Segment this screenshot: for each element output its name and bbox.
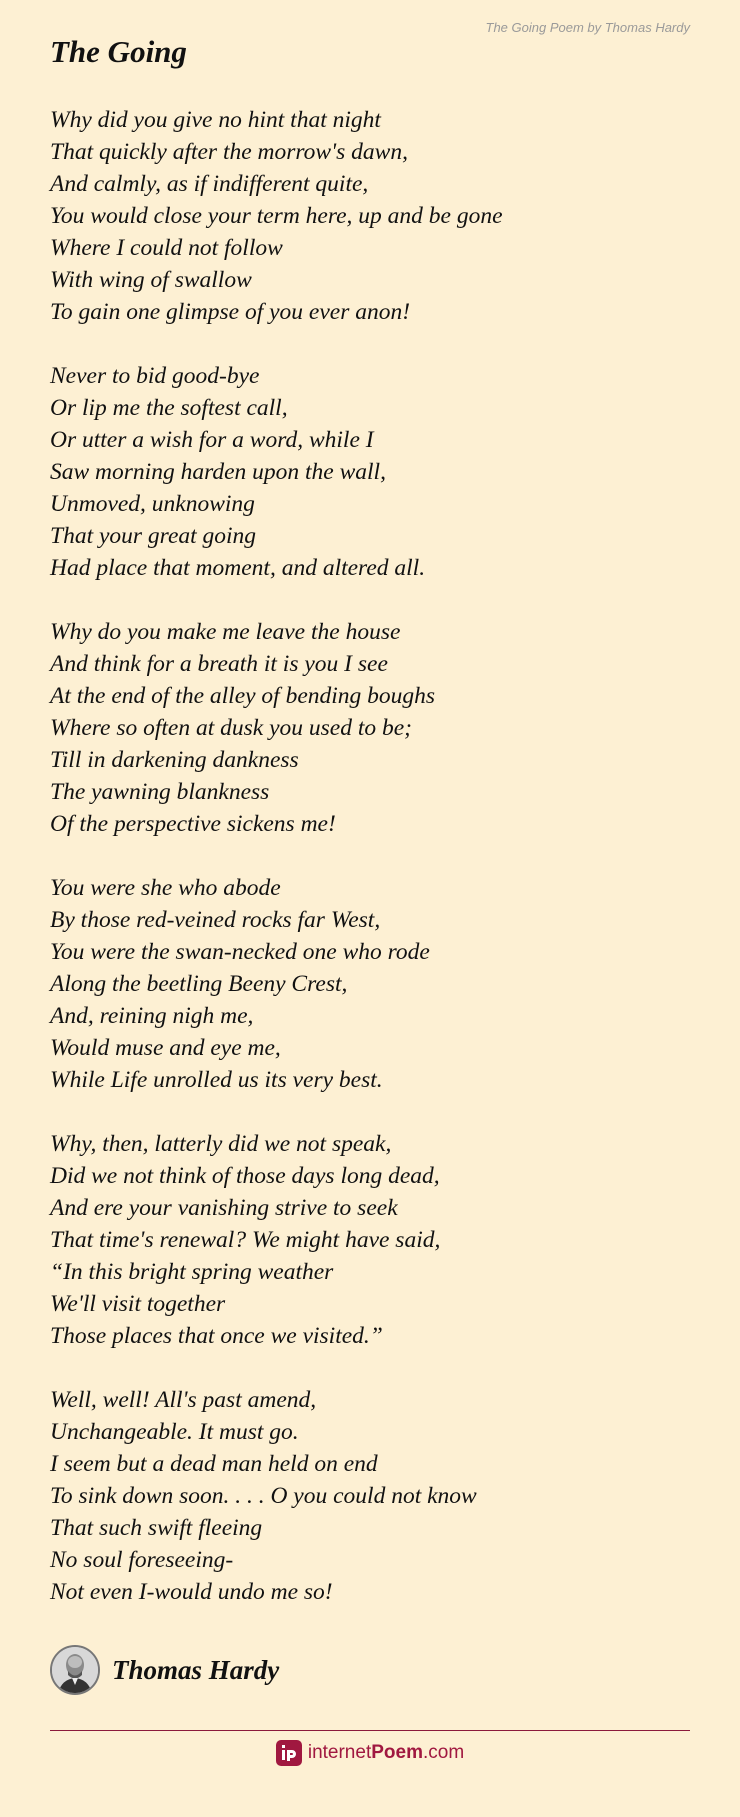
poem-line: No soul foreseeing- — [50, 1547, 234, 1573]
poem-line: Along the beetling Beeny Crest, — [50, 971, 348, 997]
poem-title: The Going — [50, 34, 187, 69]
poem-line: With wing of swallow — [50, 267, 252, 293]
author-avatar[interactable] — [50, 1645, 100, 1695]
poem-line: That such swift fleeing — [50, 1515, 263, 1541]
poem-line: By those red-veined rocks far West, — [50, 907, 381, 933]
stanza — [50, 360, 700, 584]
site-name[interactable] — [308, 1742, 464, 1764]
poem-line: That your great going — [50, 523, 257, 549]
poem-line: Why do you make me leave the house — [50, 619, 401, 645]
stanza — [50, 872, 700, 1096]
poem-line: And think for a breath it is you I see — [50, 651, 388, 677]
author-portrait-icon — [52, 1647, 98, 1693]
poem-line: Would muse and eye me, — [50, 1035, 281, 1061]
author-name[interactable]: Thomas Hardy — [112, 1654, 280, 1685]
poem-line: Of the perspective sickens me! — [50, 811, 336, 837]
poem-line: Never to bid good-bye — [50, 363, 260, 389]
poem-line: Why did you give no hint that night — [50, 107, 381, 133]
poem-line: At the end of the alley of bending boughs — [50, 683, 436, 709]
site-name-suffix: .com — [422, 1742, 465, 1763]
site-name-bold: Poem — [371, 1742, 423, 1763]
watermark: The Going Poem by Thomas Hardy — [485, 20, 690, 35]
poem-line: Saw morning harden upon the wall, — [50, 459, 386, 485]
poem-line: And calmly, as if indifferent quite, — [50, 171, 369, 197]
poem-line: You were the swan-necked one who rode — [50, 939, 430, 965]
poem-line: You would close your term here, up and be gone — [50, 203, 503, 229]
poem-line: Where I could not follow — [50, 235, 283, 261]
site-name-prefix: internet — [307, 1742, 372, 1763]
stanza — [50, 616, 700, 840]
poem-line: Not even I-would undo me so! — [50, 1579, 333, 1605]
poem-line: Till in darkening dankness — [50, 747, 299, 773]
poem-line: Well, well! All's past amend, — [50, 1387, 317, 1413]
poem-line: Those places that once we visited.” — [50, 1323, 383, 1349]
poem-line: Unchangeable. It must go. — [50, 1419, 299, 1445]
stanza — [50, 1128, 700, 1352]
author-block[interactable] — [50, 1643, 279, 1697]
footer-divider — [50, 1730, 690, 1731]
internetpoem-logo-icon — [276, 1740, 302, 1766]
poem-line: Why, then, latterly did we not speak, — [50, 1131, 392, 1157]
poem-line: That time's renewal? We might have said, — [50, 1227, 441, 1253]
poem-line: Had place that moment, and altered all. — [50, 555, 426, 581]
poem-line: Did we not think of those days long dead, — [50, 1163, 440, 1189]
poem-line: To sink down soon. . . . O you could not know — [50, 1483, 477, 1509]
poem-line: Where so often at dusk you used to be; — [50, 715, 412, 741]
poem-line: I seem but a dead man held on end — [50, 1451, 378, 1477]
poem-line: While Life unrolled us its very best. — [50, 1067, 383, 1093]
poem-line: And, reining nigh me, — [50, 1003, 254, 1029]
poem-line: The yawning blankness — [50, 779, 270, 805]
stanza — [50, 1384, 700, 1608]
poem-line: “In this bright spring weather — [50, 1259, 334, 1285]
poem-body — [50, 104, 700, 1640]
poem-line: You were she who abode — [50, 875, 281, 901]
poem-line: Or utter a wish for a word, while I — [50, 427, 374, 453]
poem-line: And ere your vanishing strive to seek — [50, 1195, 398, 1221]
poem-line: To gain one glimpse of you ever anon! — [50, 299, 411, 325]
poem-line: We'll visit together — [50, 1291, 226, 1317]
stanza — [50, 104, 700, 328]
poem-line: Or lip me the softest call, — [50, 395, 288, 421]
poem-line: Unmoved, unknowing — [50, 491, 255, 517]
site-logo[interactable] — [0, 1740, 740, 1766]
poem-line: That quickly after the morrow's dawn, — [50, 139, 408, 165]
